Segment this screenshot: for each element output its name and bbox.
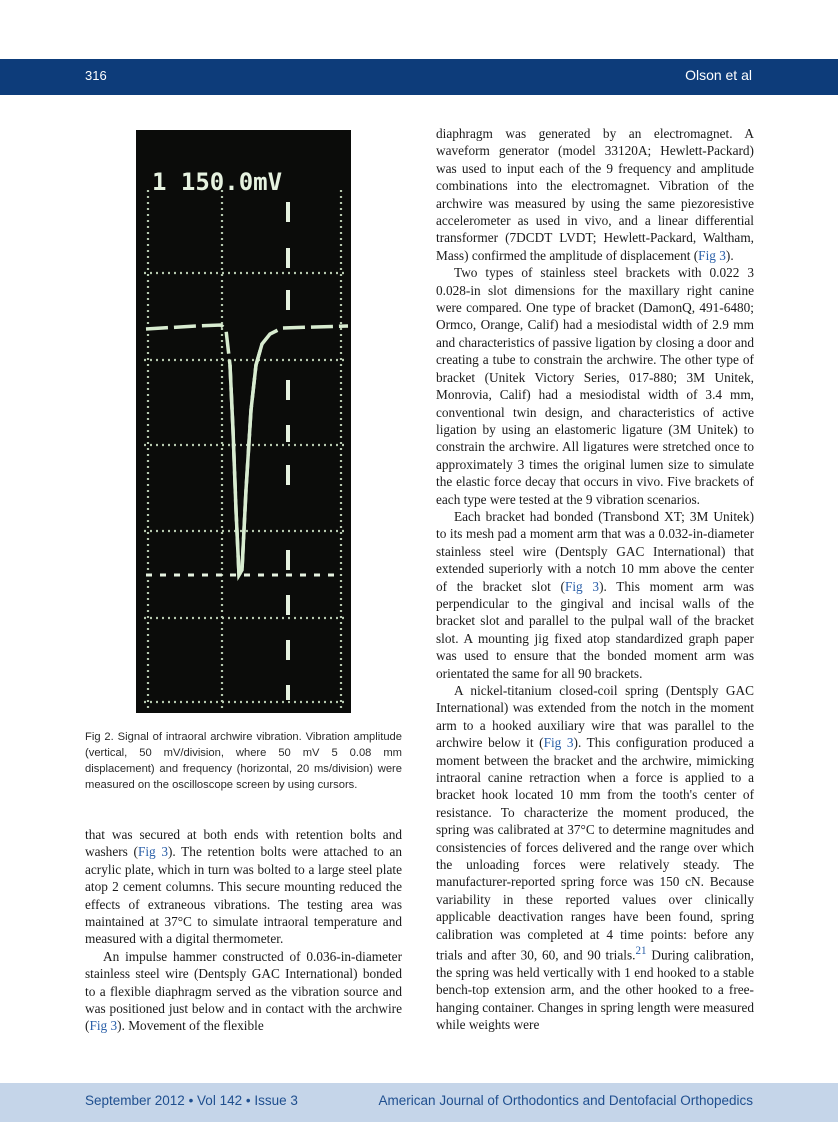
figure-link[interactable]: Fig 3 (543, 735, 574, 751)
text-run: A nickel-titanium closed-coil spring (Dentsply GAC International) was extended from the notch in the moment arm to a hooked auxiliary wire that was parallel to the archwire below it ( (436, 683, 754, 751)
text-run: ). This configuration produced a moment between the bracket and the archwire, mimicking intraoral canine retraction when a force is applied to a bracket hook located 10 mm from the tooth's center of resistance. To characterize the moment produced, the spring was calibrated at 37°C to determine magnitudes and consistencies of forces delivered and the range over which the unloading forces were relatively steady. The manufacturer-reported spring force was 150 cN. Because variability in these reported values over clinically applicable deactivation ranges have been found, spring calibration was completed at 4 time points: before any trials and after 30, 60, and 90 trials. (436, 735, 754, 963)
oscilloscope-screen (136, 130, 351, 713)
running-author: Olson et al (685, 67, 752, 83)
text-run: ). The retention bolts were attached to an acrylic plate, which in turn was bolted to a large steel plate atop 2 cement columns. This secure mounting reduced the effects of extraneous vibrations. The testing area was maintained at 37°C to simulate intraoral temperature and measured with a digital thermometer. (85, 844, 402, 947)
text-run: that was secured at both ends with retention bolts and washers ( (85, 827, 402, 860)
text-run: ). Movement of the flexible (117, 1018, 264, 1034)
text-run: ). (725, 247, 734, 263)
journal-name: American Journal of Orthodontics and Dentofacial Orthopedics (378, 1093, 753, 1108)
text-run: An impulse hammer constructed of 0.036-in-diameter stainless steel wire (Dentsply GAC International) bonded to a flexible diaphragm served as the vibration source and was positioned just below and in contact with the archwire ( (85, 948, 402, 1034)
scope-readout: 1 150.0mV (152, 168, 283, 196)
paragraph (85, 948, 402, 1035)
right-column (436, 125, 754, 1034)
figure-link[interactable]: Fig 3 (89, 1018, 118, 1034)
figure-caption (85, 729, 402, 793)
figure-link[interactable]: Fig 3 (698, 247, 726, 263)
left-column (85, 826, 402, 1035)
paragraph (436, 125, 754, 264)
text-run: During calibration, the spring was held vertically with 1 end hooked to a stable bench-top extension arm, and the other hooked to a free-hanging container. Changes in spring length were measured while weights were (436, 947, 754, 1033)
text-run: diaphragm was generated by an electromagnet. A waveform generator (model 33120A; Hewlett-Packard) was used to input each of the 9 frequency and amplitude combinations into the electromagnet. Vibration of the archwire was measured by using the same piezoresistive accelerometer as used in vivo, and a linear differential transformer (7DCDT LVDT; Hewlett-Packard, Waltham, Mass) confirmed the amplitude of displacement ( (436, 126, 754, 263)
oscilloscope-figure (136, 130, 351, 713)
running-header (0, 59, 838, 95)
figure-link[interactable]: Fig 3 (137, 844, 168, 860)
page-number: 316 (85, 68, 107, 83)
paragraph (85, 826, 402, 948)
paragraph: Two types of stainless steel brackets with 0.022 3 0.028-in slot dimensions for the maxillary right canine were compared. One type of bracket (DamonQ, 491-6480; Ormco, Orange, Calif) had a mesiodistal width of 2.9 mm and characteristics of passive ligation by closing a door and creating a tube to constrain the archwire. The other type of bracket (Unitek Victory Series, 017-880; 3M Unitek, Monrovia, Calif) had a mesiodistal width of 3.4 mm, conventional twin design, and characteristics of active ligation by using an elastomeric ligature (3M Unitek) to constrain the archwire. All ligatures were stretched once to approximately 3 times the original lumen size to simulate the elastic force decay that occurs in vivo. Five brackets of each type were tested at the 9 vibration scenarios. (436, 265, 754, 507)
figure-link[interactable]: Fig 3 (564, 578, 600, 594)
text-run: ). This moment arm was perpendicular to the gingival and incisal walls of the bracket slot and parallel to the pulpal wall of the bracket slot. A mounting jig fixed atop standardized graph paper was used to ensure that the bonded moment arm was orientated the same for all 90 brackets. (436, 578, 754, 681)
reference-citation[interactable]: 21 (635, 945, 647, 958)
caption-text: Signal of intraoral archwire vibration. Vibration amplitude (vertical, 50 mV/division, where 50 mV 5 0.08 mm displacement) and frequency (horizontal, 20 ms/division) were measured on the oscilloscope screen by using cursors. (85, 731, 402, 791)
paragraph (436, 682, 754, 1034)
issue-info: September 2012 • Vol 142 • Issue 3 (85, 1093, 298, 1108)
running-footer (0, 1083, 838, 1122)
paragraph (436, 508, 754, 682)
caption-label: Fig 2. (85, 731, 114, 743)
text-run: Each bracket had bonded (Transbond XT; 3M Unitek) to its mesh pad a moment arm that was a 0.032-in-diameter stainless steel wire (Dentsply GAC International) that extended superiorly with a notch 10 mm above the center of the bracket slot ( (436, 508, 754, 594)
